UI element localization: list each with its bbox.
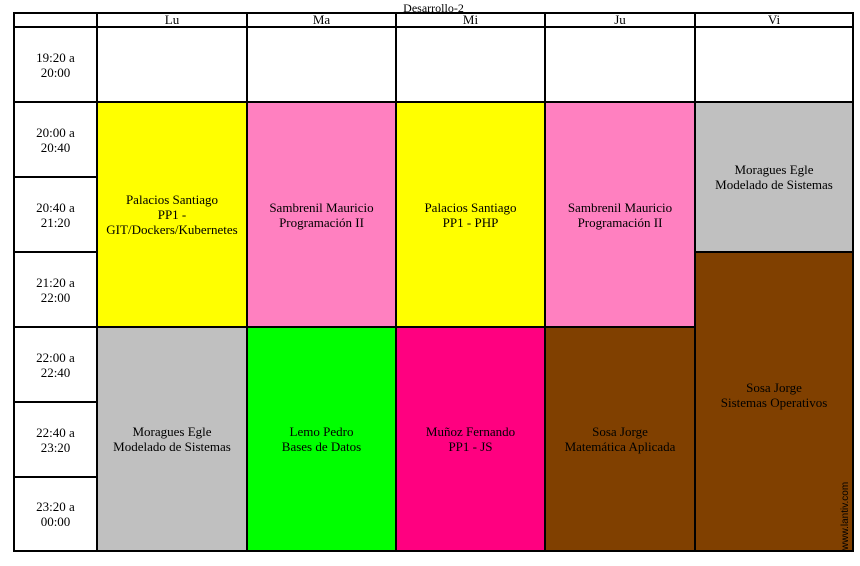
timetable-grid xyxy=(13,12,854,552)
class-block-ju-sosa: Sosa Jorge Matemática Aplicada xyxy=(546,328,696,550)
class-block-mi-palacios: Palacios Santiago PP1 - PHP xyxy=(397,103,546,328)
corner-cell xyxy=(15,14,98,28)
time-slot: 20:00 a 20:40 xyxy=(15,103,98,178)
time-slot: 21:20 a 22:00 xyxy=(15,253,98,328)
time-slot: 22:40 a 23:20 xyxy=(15,403,98,478)
time-slot: 19:20 a 20:00 xyxy=(15,28,98,103)
empty-slot xyxy=(248,28,397,103)
class-block-mi-munoz: Muñoz Fernando PP1 - JS xyxy=(397,328,546,550)
day-header-ma: Ma xyxy=(248,14,397,28)
time-slot: 20:40 a 21:20 xyxy=(15,178,98,253)
empty-slot xyxy=(696,28,852,103)
time-slot: 23:20 a 00:00 xyxy=(15,478,98,550)
class-block-ma-lemo: Lemo Pedro Bases de Datos xyxy=(248,328,397,550)
time-slot: 22:00 a 22:40 xyxy=(15,328,98,403)
day-header-vi: Vi xyxy=(696,14,852,28)
class-block-vi-sosa: Sosa Jorge Sistemas Operativos xyxy=(696,253,852,550)
empty-slot xyxy=(546,28,696,103)
class-block-lu-moragues: Moragues Egle Modelado de Sistemas xyxy=(98,328,248,550)
class-block-lu-palacios: Palacios Santiago PP1 - GIT/Dockers/Kubernetes xyxy=(98,103,248,328)
empty-slot xyxy=(397,28,546,103)
day-header-lu: Lu xyxy=(98,14,248,28)
class-block-ju-sambrenil: Sambrenil Mauricio Programación II xyxy=(546,103,696,328)
schedule-title: Desarrollo-2 xyxy=(403,1,464,12)
class-block-vi-moragues: Moragues Egle Modelado de Sistemas xyxy=(696,103,852,253)
day-header-ju: Ju xyxy=(546,14,696,28)
class-block-ma-sambrenil: Sambrenil Mauricio Programación II xyxy=(248,103,397,328)
day-header-mi: Mi xyxy=(397,14,546,28)
empty-slot xyxy=(98,28,248,103)
watermark: www.lantiv.com xyxy=(840,481,851,550)
